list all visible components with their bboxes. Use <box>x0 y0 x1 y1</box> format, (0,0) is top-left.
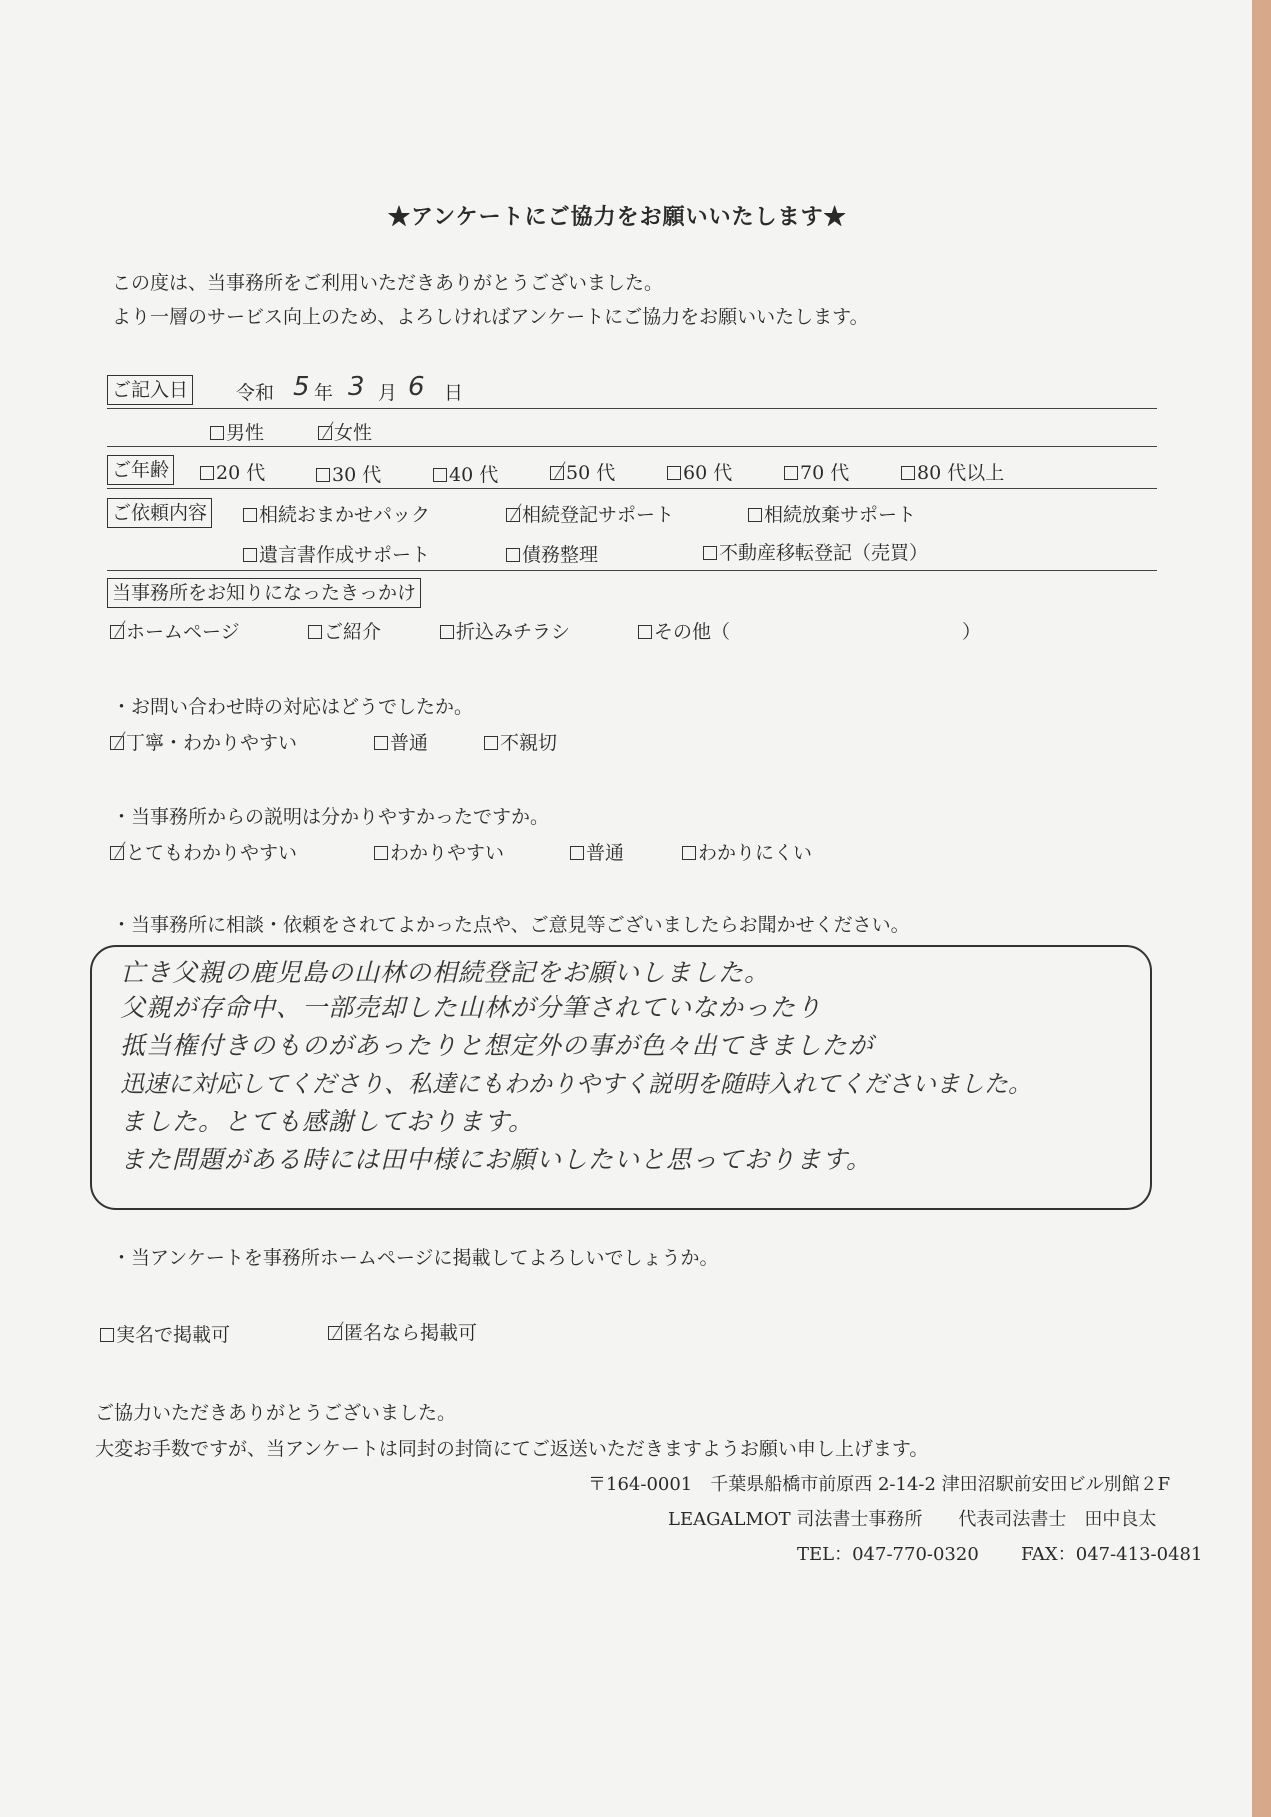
age-option-40[interactable]: 40 代 <box>433 460 498 487</box>
q1-option-unkind[interactable]: 不親切 <box>484 728 557 755</box>
date-day[interactable]: 6 <box>408 372 425 402</box>
checkbox-icon <box>440 625 454 639</box>
checkbox-icon <box>901 466 915 480</box>
checked-checkbox-icon <box>110 846 124 860</box>
closing-line-2: 大変お手数ですが、当アンケートは同封の封筒にてご返送いただきますようお願い申し上げます。 <box>95 1438 929 1460</box>
intro-line-2: より一層のサービス向上のため、よろしければアンケートにご協力をお願いいたします。 <box>112 306 869 328</box>
checkbox-icon <box>374 736 388 750</box>
age-option-80-plus[interactable]: 80 代以上 <box>901 458 1004 485</box>
comment-line-5: ました。とても感謝しております。 <box>120 1107 535 1136</box>
checkbox-icon <box>374 846 388 860</box>
checkbox-icon <box>784 466 798 480</box>
age-option-70[interactable]: 70 代 <box>784 458 849 485</box>
comment-line-4: 迅速に対応してくださり、私達にもわかりやすく説明を随時入れてくださいました。 <box>120 1070 1032 1098</box>
checked-checkbox-icon <box>110 625 124 639</box>
source-option-other[interactable]: その他（ <box>638 617 730 644</box>
survey-title: ★アンケートにご協力をお願いいたします★ <box>388 204 847 230</box>
q2-option-normal[interactable]: 普通 <box>570 838 624 865</box>
checked-checkbox-icon <box>328 1326 342 1340</box>
closing-line-1: ご協力いただきありがとうございました。 <box>95 1402 457 1424</box>
comment-line-6: また問題がある時には田中様にお願いしたいと思っております。 <box>120 1145 873 1174</box>
q4-option-anonymous[interactable]: 匿名なら掲載可 <box>328 1318 477 1345</box>
checked-checkbox-icon <box>318 426 332 440</box>
checkbox-icon <box>433 468 447 482</box>
date-year[interactable]: 5 <box>293 372 310 402</box>
age-label: ご年齢 <box>107 455 174 485</box>
request-label: ご依頼内容 <box>107 498 212 528</box>
q1-question: ・お問い合わせ時の対応はどうでしたか。 <box>112 696 474 718</box>
checkbox-icon <box>667 466 681 480</box>
q1-option-normal[interactable]: 普通 <box>374 728 428 755</box>
checkbox-icon <box>243 548 257 562</box>
source-option-homepage[interactable]: ホームページ <box>110 617 240 644</box>
age-option-60[interactable]: 60 代 <box>667 458 732 485</box>
date-label: ご記入日 <box>107 375 193 405</box>
desk-edge <box>1252 0 1271 1817</box>
request-option-will[interactable]: 遺言書作成サポート <box>243 540 430 567</box>
age-option-50[interactable]: 50 代 <box>550 458 615 485</box>
checkbox-icon <box>570 846 584 860</box>
checked-checkbox-icon <box>550 466 564 480</box>
checkbox-icon <box>316 468 330 482</box>
office-fax: FAX：047-413-0481 <box>1021 1544 1203 1565</box>
q4-question: ・当アンケートを事務所ホームページに掲載してよろしいでしょうか。 <box>112 1247 719 1269</box>
q2-option-clear[interactable]: わかりやすい <box>374 838 504 865</box>
checked-checkbox-icon <box>110 736 124 750</box>
q2-question: ・当事務所からの説明は分かりやすかったですか。 <box>112 806 550 828</box>
q2-option-very-clear[interactable]: とてもわかりやすい <box>110 838 297 865</box>
checkbox-icon <box>308 625 322 639</box>
request-option-registration[interactable]: 相続登記サポート <box>506 500 674 527</box>
checkbox-icon <box>243 508 257 522</box>
age-option-20[interactable]: 20 代 <box>200 458 265 485</box>
comment-line-1: 亡き父親の鹿児島の山林の相続登記をお願いしました。 <box>120 958 771 987</box>
request-option-renunciation[interactable]: 相続放棄サポート <box>748 500 916 527</box>
checkbox-icon <box>210 426 224 440</box>
checked-checkbox-icon <box>506 508 520 522</box>
checkbox-icon <box>200 466 214 480</box>
date-rule <box>107 408 1157 409</box>
checkbox-icon <box>748 508 762 522</box>
source-label: 当事務所をお知りになったきっかけ <box>107 578 421 608</box>
gender-rule <box>107 446 1157 447</box>
office-address: 〒164-0001 千葉県船橋市前原西 2-14-2 津田沼駅前安田ビル別館２F <box>588 1474 1171 1495</box>
age-option-30[interactable]: 30 代 <box>316 460 381 487</box>
office-name: LEAGALMOT 司法書士事務所 代表司法書士 田中良太 <box>668 1509 1157 1530</box>
checkbox-icon <box>682 846 696 860</box>
date-month[interactable]: 3 <box>348 372 365 402</box>
intro-line-1: この度は、当事務所をご利用いただきありがとうございました。 <box>112 272 664 294</box>
source-other-close: ） <box>962 621 982 643</box>
checkbox-icon <box>703 546 717 560</box>
request-rule <box>107 570 1157 571</box>
checkbox-icon <box>100 1328 114 1342</box>
comment-line-2: 父親が存命中、一部売却した山林が分筆されていなかったり <box>120 993 823 1022</box>
gender-option-male[interactable]: 男性 <box>210 418 264 445</box>
q3-question: ・当事務所に相談・依頼をされてよかった点や、ご意見等ございましたらお聞かせください。 <box>112 914 910 936</box>
gender-option-female[interactable]: 女性 <box>318 418 372 445</box>
source-option-flyer[interactable]: 折込みチラシ <box>440 617 570 644</box>
age-rule <box>107 488 1157 489</box>
office-tel: TEL：047-770-0320 <box>797 1544 979 1565</box>
q4-option-real-name[interactable]: 実名で掲載可 <box>100 1320 230 1347</box>
checkbox-icon <box>484 736 498 750</box>
request-option-package[interactable]: 相続おまかせパック <box>243 500 430 527</box>
date-day-unit: 日 <box>444 382 464 404</box>
checkbox-icon <box>506 548 520 562</box>
date-era: 令和 <box>236 382 275 404</box>
request-option-debt[interactable]: 債務整理 <box>506 540 598 567</box>
q1-option-polite[interactable]: 丁寧・わかりやすい <box>110 728 297 755</box>
request-option-real-estate[interactable]: 不動産移転登記（売買） <box>703 538 928 565</box>
date-year-unit: 年 <box>314 382 334 404</box>
source-option-referral[interactable]: ご紹介 <box>308 617 381 644</box>
date-month-unit: 月 <box>378 382 398 404</box>
comment-line-3: 抵当権付きのものがあったりと想定外の事が色々出てきましたが <box>120 1031 874 1060</box>
checkbox-icon <box>638 625 652 639</box>
q2-option-unclear[interactable]: わかりにくい <box>682 838 812 865</box>
